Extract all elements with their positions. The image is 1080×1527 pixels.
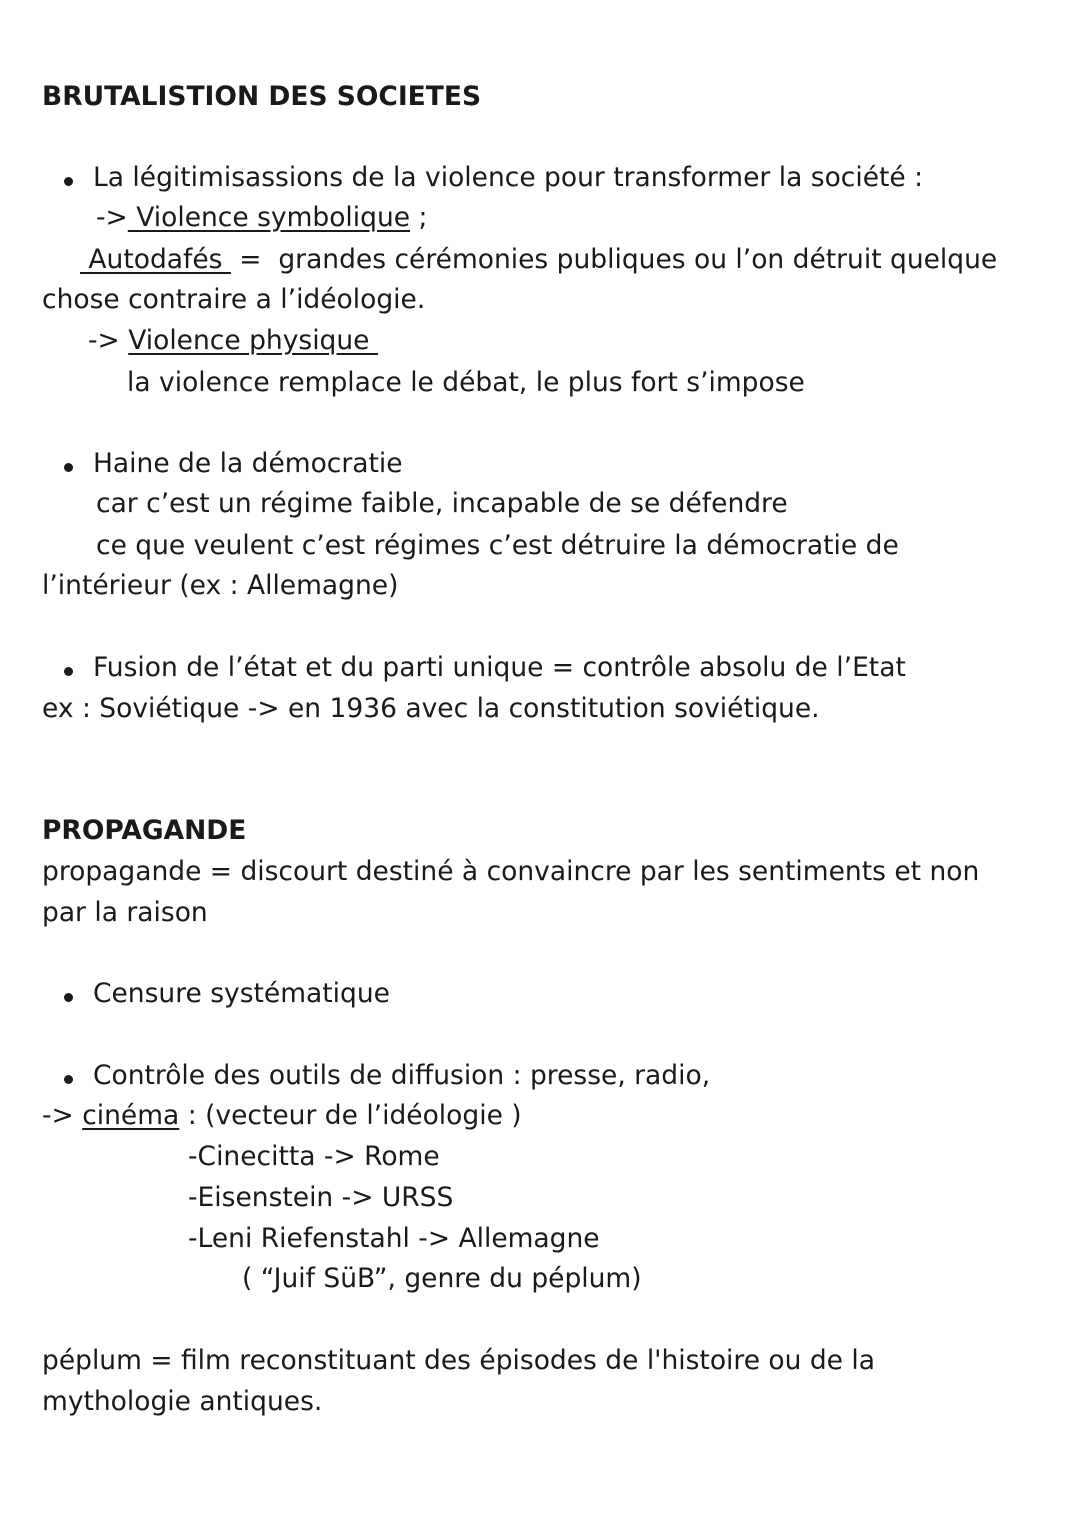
- definition-text: propagande = discourt destiné à convaincre par les sentiments et non: [42, 856, 980, 887]
- section-title-brutalisation: BRUTALISTION DES SOCIETES: [42, 81, 482, 112]
- bullet-icon: [64, 993, 73, 1002]
- subpoint-line: [88, 321, 378, 361]
- arrow-text: ->: [96, 202, 128, 233]
- subpoint-line: [96, 198, 427, 238]
- bullet-text: Contrôle des outils de diffusion : presse, radio,: [93, 1060, 711, 1091]
- punctuation: ;: [410, 202, 428, 233]
- subheading-violence-symbolique: Violence symbolique: [127, 202, 411, 233]
- arrow-text: ->: [88, 325, 129, 356]
- bullet-text: Censure systématique: [93, 978, 390, 1009]
- arrow-text: ->: [42, 1100, 83, 1131]
- bullet-icon: [64, 667, 73, 676]
- definition-text: = grandes cérémonies publiques ou l’on détruit quelque: [230, 244, 998, 275]
- subpoint-line: [42, 1096, 522, 1136]
- note-text: ( “Juif SüB”, genre du péplum): [242, 1263, 642, 1294]
- body-text: car c’est un régime faible, incapable de se défendre: [96, 488, 788, 519]
- definition-continuation: chose contraire a l’idéologie.: [42, 284, 426, 315]
- bullet-text: Haine de la démocratie: [93, 448, 403, 479]
- body-text: la violence remplace le débat, le plus fort s’impose: [127, 367, 805, 398]
- bullet-icon: [64, 177, 73, 186]
- bullet-icon: [64, 463, 73, 472]
- term-autodafes: Autodafés: [80, 244, 231, 275]
- definition-text: péplum = film reconstituant des épisodes de l'histoire ou de la: [42, 1345, 876, 1376]
- bullet-text: Fusion de l’état et du parti unique = contrôle absolu de l’Etat: [93, 652, 906, 683]
- list-item: -Cinecitta -> Rome: [188, 1141, 440, 1172]
- subheading-violence-physique: Violence physique: [128, 325, 378, 356]
- term-cinema: cinéma: [82, 1100, 180, 1131]
- body-text: : (vecteur de l’idéologie ): [179, 1100, 522, 1131]
- section-title-propagande: PROPAGANDE: [42, 815, 247, 846]
- bullet-icon: [64, 1075, 73, 1084]
- definition-text: par la raison: [42, 897, 208, 928]
- body-text: ex : Soviétique -> en 1936 avec la constitution soviétique.: [42, 693, 820, 724]
- body-text: l’intérieur (ex : Allemagne): [42, 570, 399, 601]
- list-item: -Eisenstein -> URSS: [188, 1182, 454, 1213]
- body-text: ce que veulent c’est régimes c’est détruire la démocratie de: [96, 530, 899, 561]
- bullet-text: La légitimisassions de la violence pour transformer la société :: [93, 162, 924, 193]
- definition-text: mythologie antiques.: [42, 1386, 323, 1417]
- definition-line: [80, 240, 997, 280]
- list-item: -Leni Riefenstahl -> Allemagne: [188, 1223, 600, 1254]
